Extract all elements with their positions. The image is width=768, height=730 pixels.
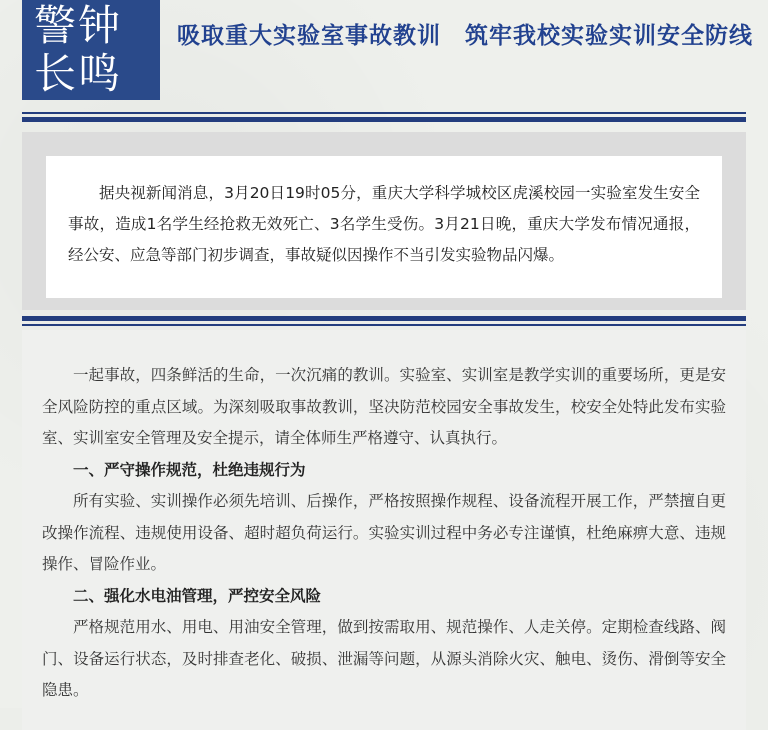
news-box-frame	[22, 132, 746, 310]
intro-paragraph: 一起事故，四条鲜活的生命，一次沉痛的教训。实验室、实训室是教学实训的重要场所，更是安全风险防控的重点区域。为深刻吸取事故教训，坚决防范校园安全事故发生，校安全处特此发布实验室、实训室安全管理及安全提示，请全体师生严格遵守、认真执行。	[42, 366, 726, 447]
article-body	[22, 330, 746, 730]
section-paragraph: 所有实验、实训操作必须先培训、后操作，严格按照操作规程、设备流程开展工作，严禁擅自更改操作流程、违规使用设备、超时超负荷运行。实验实训过程中务必专注谨慎，杜绝麻痹大意、违规操作、冒险作业。	[42, 492, 726, 573]
page-title: 吸取重大实验室事故教训 筑牢我校实验实训安全防线	[177, 23, 753, 49]
badge-line-1: 警钟	[34, 1, 123, 50]
header-divider	[22, 112, 746, 122]
section-divider	[22, 316, 746, 326]
section-paragraph: 严格规范用水、用电、用油安全管理，做到按需取用、规范操作、人走关停。定期检查线路、阀门、设备运行状态，及时排查老化、破损、泄漏等问题，从源头消除火灾、触电、烫伤、滑倒等安全隐患。	[42, 618, 726, 699]
section-heading: 二、强化水电油管理，严控安全风险	[73, 586, 322, 605]
news-summary: 据央视新闻消息，3月20日19时05分，重庆大学科学城校区虎溪校园一实验室发生安全事故，造成1名学生经抢救无效死亡、3名学生受伤。3月21日晚，重庆大学发布情况通报，经公安、应急等部门初步调查，事故疑似因操作不当引发实验物品闪爆。	[46, 156, 722, 298]
badge-line-2: 长鸣	[34, 49, 123, 98]
section-heading: 一、严守操作规范，杜绝违规行为	[73, 460, 306, 479]
warning-badge	[22, 0, 160, 100]
